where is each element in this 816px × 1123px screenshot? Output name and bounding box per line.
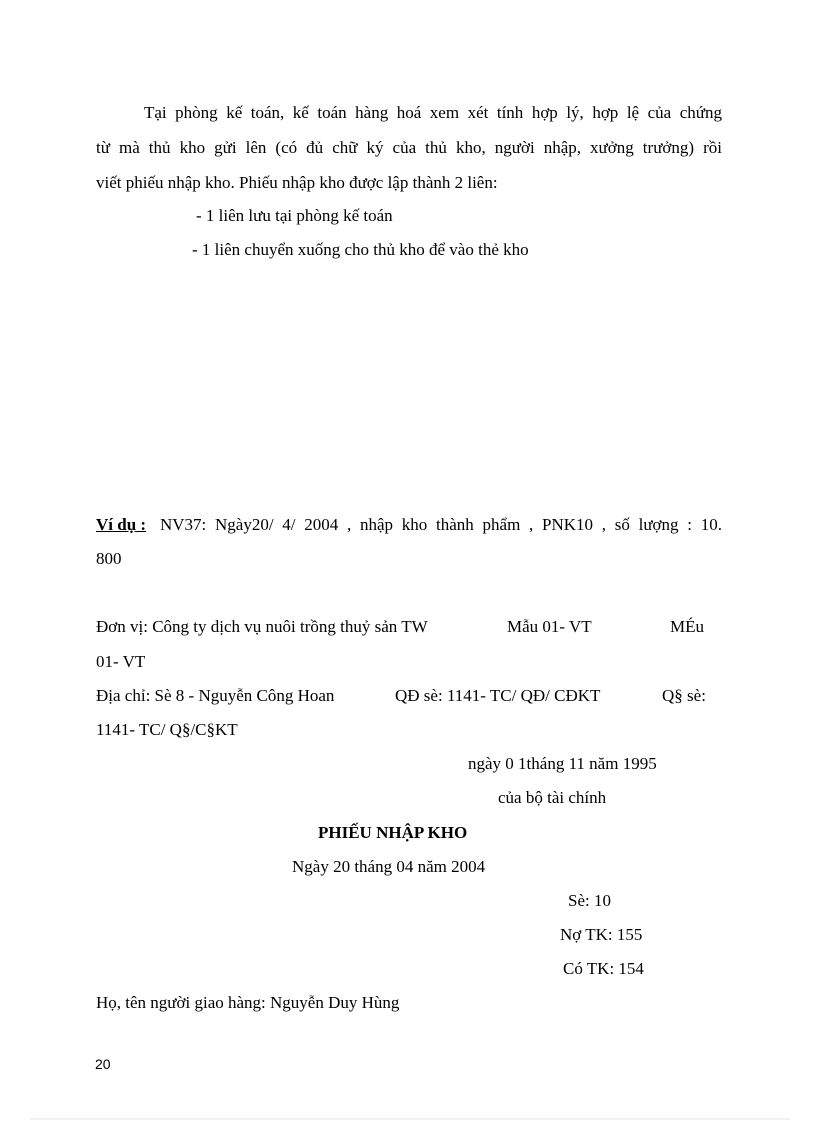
example-text-cont: 800 [96, 549, 122, 568]
receipt-title: PHIẾU NHẬP KHO [318, 823, 468, 842]
deliverer-line: Họ, tên người giao hàng: Nguyễn Duy Hùng [96, 993, 400, 1012]
issued-by: của bộ tài chính [498, 788, 607, 807]
bullet-item-2: - 1 liên chuyển xuống cho thủ kho để vào thẻ kho [192, 240, 529, 259]
address-line: Địa chỉ: Sè 8 - Nguyễn Công Hoan [96, 686, 335, 705]
decision-1: QĐ sè: 1141- TC/ QĐ/ CĐKT [395, 686, 601, 705]
form-code-2-cont: 01- VT [96, 652, 146, 671]
example-text: NV37: Ngày20/ 4/ 2004 , nhập kho thành phẩm , PNK10 , số lượng : 10. [160, 515, 722, 534]
example-label: Ví dụ : [96, 515, 147, 534]
credit-account: Có TK: 154 [563, 959, 644, 978]
decision-2-cont: 1141- TC/ Q§/C§KT [96, 720, 238, 739]
form-code-2: MÉu [670, 617, 704, 636]
page-number: 20 [95, 1056, 111, 1072]
intro-line-1: Tại phòng kế toán, kế toán hàng hoá xem xét tính hợp lý, hợp lệ của chứng [144, 103, 722, 122]
intro-line-2: từ mà thủ kho gửi lên (có đủ chữ ký của thủ kho, người nhập, xưởng trưởng) rồi [96, 138, 722, 157]
receipt-number: Sè: 10 [568, 891, 611, 910]
intro-line-3: viết phiếu nhập kho. Phiếu nhập kho được lập thành 2 liên: [96, 173, 498, 192]
unit-line: Đơn vị: Công ty dịch vụ nuôi trồng thuỷ sản TW [96, 617, 428, 636]
issued-date: ngày 0 1tháng 11 năm 1995 [468, 754, 657, 773]
page-bottom-divider [30, 1118, 790, 1120]
debit-account: Nợ TK: 155 [560, 925, 643, 944]
decision-2: Q§ sè: [662, 686, 706, 705]
receipt-date: Ngày 20 tháng 04 năm 2004 [292, 857, 486, 876]
bullet-item-1: - 1 liên lưu tại phòng kế toán [196, 206, 393, 225]
form-code-1: Mẫu 01- VT [507, 617, 592, 636]
